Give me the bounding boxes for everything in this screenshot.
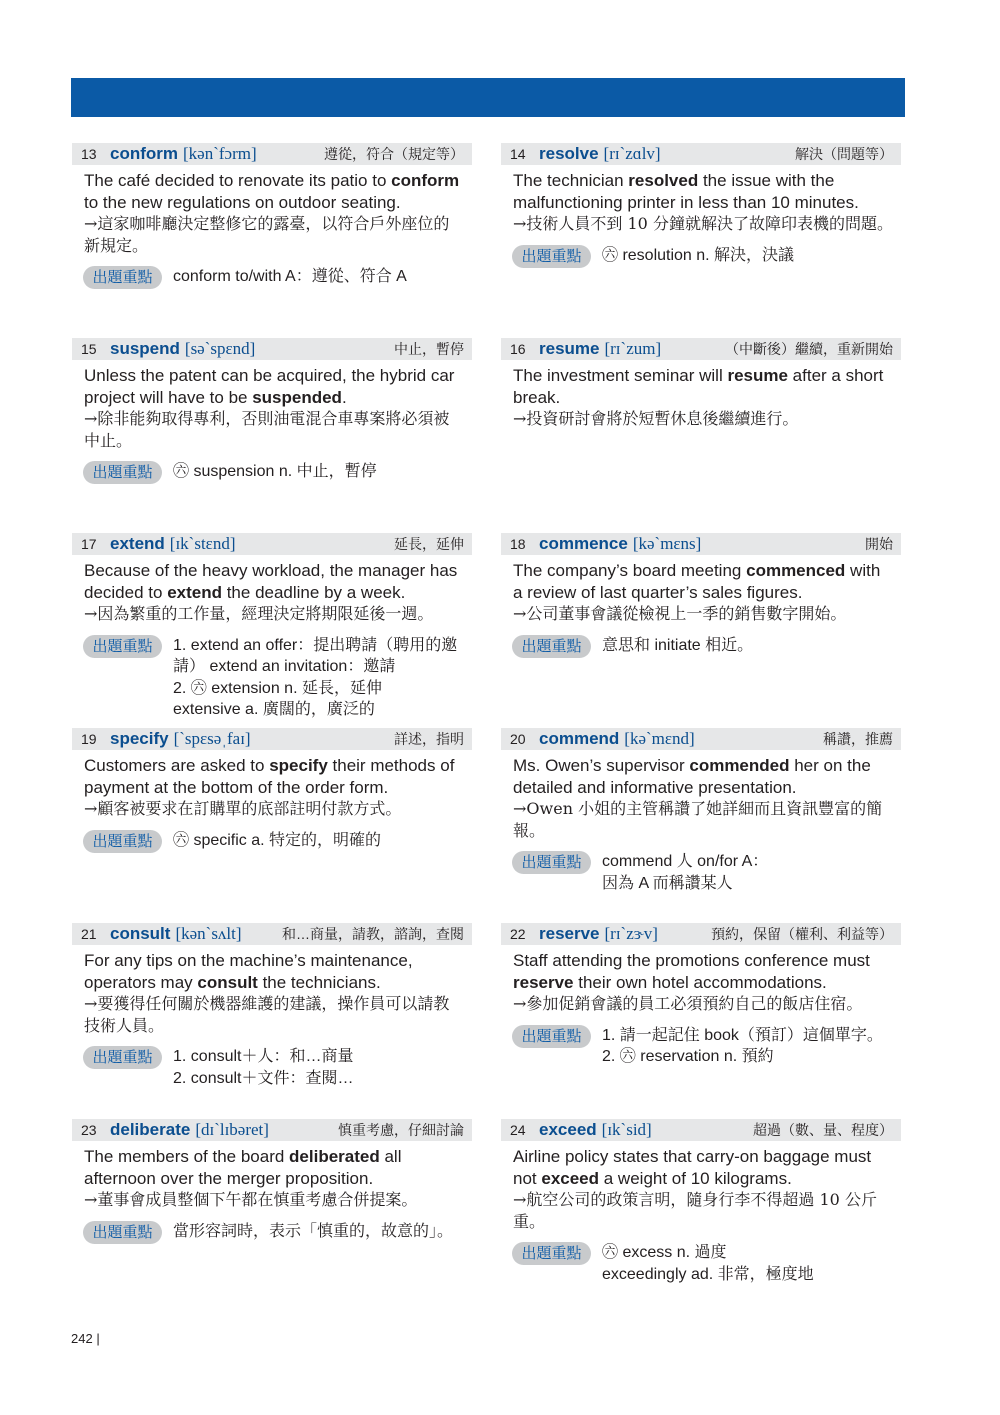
vocab-entry — [501, 338, 901, 430]
sentence-text: her on the detailed and informative presentation. — [513, 756, 871, 797]
vocab-entry — [501, 923, 901, 1068]
headword — [110, 923, 242, 945]
key-point-line: 2. ㊅ extension n. 延長，延伸 — [173, 679, 382, 697]
sentence-text: their own hotel accommodations. — [573, 972, 827, 992]
headword-text: specify — [110, 729, 169, 748]
headword-text: commence — [539, 534, 628, 553]
key-point-text — [602, 635, 901, 657]
pronunciation: [rɪ`zɑlv] — [603, 144, 661, 163]
key-point-line: exceedingly ad. 非常，極度地 — [602, 1265, 814, 1283]
entry-header — [72, 143, 472, 165]
sentence-text: The technician — [513, 171, 629, 190]
key-point-text — [173, 1221, 472, 1243]
sentence-text: the issue with the malfunctioning printer in less than 10 minutes. — [513, 171, 859, 212]
key-point-text — [173, 266, 472, 288]
headword — [539, 923, 658, 945]
pronunciation: [kə`mɛns] — [632, 534, 702, 553]
vocab-entry — [72, 1119, 472, 1245]
vocab-entry — [501, 1119, 901, 1285]
key-point-badge: 出題重點 — [83, 461, 162, 484]
headword — [110, 533, 235, 555]
entry-header — [501, 1119, 901, 1141]
highlighted-word: deliberated — [289, 1147, 380, 1166]
example-sentence — [513, 560, 901, 603]
translation: →技術人員不到 10 分鐘就解決了故障印表機的問題。 — [513, 214, 893, 233]
key-point-badge: 出題重點 — [512, 851, 591, 874]
vocab-entry — [72, 338, 472, 485]
vocab-entry — [72, 923, 472, 1089]
entry-header — [72, 728, 472, 750]
sentence-text: their methods of payment at the bottom of the order form. — [84, 756, 455, 797]
vocab-entry — [501, 533, 901, 659]
translation: →除非能夠取得專利，否則油電混合車專案將必須被 中止。 — [84, 409, 450, 450]
key-point — [72, 830, 472, 854]
entry-header — [72, 338, 472, 360]
entry-header — [72, 533, 472, 555]
key-point-text — [173, 461, 472, 483]
vocab-entry — [72, 728, 472, 854]
vocab-entry — [72, 143, 472, 290]
headword — [539, 143, 661, 165]
key-point — [72, 1046, 472, 1089]
pronunciation: [kə`mɛnd] — [624, 729, 695, 748]
key-point-badge: 出題重點 — [512, 635, 591, 658]
example-sentence — [84, 365, 472, 408]
sentence-text: the deadline by a week. — [221, 582, 406, 602]
key-point-line: 請） extend an invitation：邀請 — [173, 658, 396, 675]
highlighted-word: resume — [727, 366, 788, 385]
key-point-line: ㊅ suspension n. 中止，暫停 — [173, 463, 377, 480]
entry-number: 14 — [510, 146, 526, 162]
pronunciation: [ɪk`stɛnd] — [169, 534, 236, 553]
vocab-entry — [501, 143, 901, 269]
key-point-line: commend 人 on/for A： — [602, 853, 769, 870]
sentence-text: a weight of 10 kilograms. — [599, 1168, 792, 1188]
example-sentence — [84, 755, 472, 798]
headword-text: deliberate — [110, 1120, 191, 1139]
key-point-text — [173, 635, 472, 721]
key-point-line: 當形容詞時，表示「慎重的，故意的」。 — [173, 1222, 454, 1240]
headword — [539, 533, 701, 555]
entry-number: 20 — [510, 731, 526, 747]
entry-number: 23 — [81, 1122, 97, 1138]
example-sentence — [513, 1146, 901, 1189]
key-point — [72, 1221, 472, 1245]
key-point — [72, 266, 472, 290]
pronunciation: [sə`spɛnd] — [184, 339, 256, 358]
key-point-text — [602, 851, 901, 894]
highlighted-word: reserve — [513, 972, 574, 992]
key-point-badge: 出題重點 — [83, 266, 162, 289]
key-point — [501, 1025, 901, 1068]
key-point-line: 2. ㊅ reservation n. 預約 — [602, 1048, 774, 1065]
translation: →參加促銷會議的員工必須預約自己的飯店住宿。 — [513, 994, 863, 1013]
highlighted-word: extend — [167, 582, 222, 602]
chinese-meaning: 開始 — [865, 536, 893, 552]
entry-header — [501, 728, 901, 750]
pronunciation: [rɪ`zɝv] — [604, 924, 658, 943]
pronunciation: [ɪk`sid] — [601, 1120, 652, 1139]
translation: →航空公司的政策言明，隨身行李不得超過 10 公斤 重。 — [513, 1190, 877, 1231]
sentence-text: Staff attending the promotions conference must — [513, 951, 870, 970]
key-point-line: conform to/with A：遵從、符合 A — [173, 268, 407, 285]
key-point — [72, 635, 472, 721]
pronunciation: [kən`sʌlt] — [175, 924, 242, 943]
headword — [110, 338, 255, 360]
key-point-line: 意思和 initiate 相近。 — [602, 636, 754, 654]
sentence-text: Airline policy states that carry-on baggage must not — [513, 1147, 872, 1188]
translation: →因為繁重的工作量，經理決定將期限延後一週。 — [84, 604, 434, 623]
key-point-line: ㊅ excess n. 過度 — [602, 1244, 727, 1261]
example-sentence — [84, 1146, 472, 1189]
headword — [539, 338, 661, 360]
entry-number: 24 — [510, 1122, 526, 1138]
chinese-meaning: （中斷後）繼續，重新開始 — [725, 341, 893, 357]
sentence-text: The company’s board meeting — [513, 561, 747, 580]
highlighted-word: conform — [391, 171, 460, 190]
sentence-text: Unless the patent can be acquired, the hybrid car project will have to be — [84, 366, 455, 407]
sentence-text: after a short break. — [513, 366, 884, 407]
entry-number: 16 — [510, 341, 526, 357]
entry-number: 17 — [81, 536, 97, 552]
key-point-text — [173, 830, 472, 852]
translation: →董事會成員整個下午都在慎重考慮合併提案。 — [84, 1190, 418, 1209]
chinese-meaning: 遵從，符合（規定等） — [324, 146, 464, 162]
entry-number: 18 — [510, 536, 526, 552]
sentence-text: The investment seminar will — [513, 366, 728, 385]
translation: →投資研討會將於短暫休息後繼續進行。 — [513, 409, 799, 428]
pronunciation: [`spɛsəˌfaɪ] — [173, 729, 251, 748]
pronunciation: [rɪ`zum] — [604, 339, 662, 358]
entry-number: 13 — [81, 146, 97, 162]
example-sentence — [84, 170, 472, 213]
headword-text: suspend — [110, 339, 180, 358]
sentence-text: The members of the board — [84, 1147, 290, 1166]
headword-text: exceed — [539, 1120, 597, 1139]
headword-text: conform — [110, 144, 178, 163]
key-point — [72, 461, 472, 485]
pronunciation: [kən`fɔrm] — [183, 144, 257, 163]
vocab-entry — [72, 533, 472, 721]
example-sentence — [513, 170, 901, 213]
headword — [539, 728, 695, 750]
headword-text: reserve — [539, 924, 600, 943]
headword — [539, 1119, 652, 1141]
example-sentence — [84, 560, 472, 603]
entry-header — [72, 923, 472, 945]
vocab-entry — [501, 728, 901, 894]
example-sentence — [84, 950, 472, 993]
translation: →要獲得任何關於機器維護的建議，操作員可以請教 技術人員。 — [84, 994, 450, 1035]
translation: →公司董事會議從檢視上一季的銷售數字開始。 — [513, 604, 847, 623]
entry-header — [72, 1119, 472, 1141]
key-point — [501, 245, 901, 269]
key-point-badge: 出題重點 — [83, 1221, 162, 1244]
entry-header — [501, 533, 901, 555]
highlighted-word: commenced — [746, 561, 846, 580]
chinese-meaning: 預約，保留（權利、利益等） — [711, 926, 893, 942]
page-number: 242 | — [71, 1331, 100, 1346]
sentence-text: . — [341, 387, 347, 407]
example-sentence — [513, 365, 901, 408]
sentence-text: Because of the heavy workload, the manager has decided to — [84, 561, 458, 602]
translation: →顧客被要求在訂購單的底部註明付款方式。 — [84, 799, 402, 818]
entry-number: 19 — [81, 731, 97, 747]
sentence-text: to the new regulations on outdoor seating. — [84, 192, 401, 212]
key-point-line: 1. extend an offer：提出聘請（聘用的邀 — [173, 636, 458, 654]
chinese-meaning: 超過（數、量、程度） — [753, 1122, 893, 1138]
highlighted-word: specify — [269, 756, 328, 775]
translation: →這家咖啡廳決定整修它的露臺，以符合戶外座位的 新規定。 — [84, 214, 450, 255]
example-sentence — [513, 755, 901, 798]
key-point-text — [602, 1242, 901, 1285]
key-point-line: 因為 A 而稱讚某人 — [602, 874, 733, 892]
headword — [110, 143, 257, 165]
key-point-badge: 出題重點 — [512, 1242, 591, 1265]
key-point-line: extensive a. 廣闊的，廣泛的 — [173, 701, 375, 718]
sentence-text: The café decided to renovate its patio to — [84, 171, 392, 190]
entry-header — [501, 143, 901, 165]
sentence-text: all afternoon over the merger proposition. — [84, 1147, 402, 1188]
chinese-meaning: 解決（問題等） — [795, 146, 893, 162]
key-point-badge: 出題重點 — [83, 1046, 162, 1069]
headword — [110, 1119, 269, 1141]
key-point-text — [173, 1046, 472, 1089]
header-banner — [71, 78, 905, 117]
key-point-text — [602, 245, 901, 267]
headword-text: resume — [539, 339, 600, 358]
translation: →Owen 小姐的主管稱讚了她詳細而且資訊豐富的簡 報。 — [513, 799, 883, 840]
key-point — [501, 851, 901, 894]
highlighted-word: resolved — [628, 171, 699, 190]
entry-header — [501, 338, 901, 360]
chinese-meaning: 延長，延伸 — [394, 536, 464, 552]
key-point-line: ㊅ resolution n. 解決，決議 — [602, 246, 795, 264]
pronunciation: [dɪ`lɪbəret] — [195, 1120, 269, 1139]
sentence-text: For any tips on the machine’s maintenance, operators may — [84, 951, 413, 992]
sentence-text: the technicians. — [257, 972, 381, 992]
key-point-line: 1. consult＋人：和…商量 — [173, 1048, 354, 1065]
highlighted-word: consult — [197, 972, 258, 992]
sentence-text: Ms. Owen’s supervisor — [513, 756, 690, 775]
entry-number: 21 — [81, 926, 97, 942]
headword-text: extend — [110, 534, 165, 553]
key-point — [501, 635, 901, 659]
headword — [110, 728, 251, 750]
key-point-badge: 出題重點 — [512, 1025, 591, 1048]
highlighted-word: commended — [689, 756, 790, 775]
highlighted-word: suspended — [252, 387, 342, 407]
chinese-meaning: 詳述，指明 — [394, 731, 464, 747]
key-point-text — [602, 1025, 901, 1068]
entry-number: 22 — [510, 926, 526, 942]
entry-header — [501, 923, 901, 945]
entry-number: 15 — [81, 341, 97, 357]
key-point-badge: 出題重點 — [83, 830, 162, 853]
key-point — [501, 1242, 901, 1285]
headword-text: commend — [539, 729, 620, 748]
key-point-badge: 出題重點 — [83, 635, 162, 658]
chinese-meaning: 和…商量，請教，諮詢，查閱 — [282, 926, 464, 942]
example-sentence — [513, 950, 901, 993]
sentence-text: with a review of last quarter’s sales figures. — [513, 561, 881, 602]
chinese-meaning: 慎重考慮，仔細討論 — [338, 1122, 464, 1138]
chinese-meaning: 稱讚，推薦 — [823, 731, 893, 747]
key-point-line: 2. consult＋文件：查閱… — [173, 1069, 354, 1087]
headword-text: consult — [110, 924, 171, 943]
key-point-line: 1. 請一起記住 book（預訂）這個單字。 — [602, 1026, 883, 1044]
headword-text: resolve — [539, 144, 599, 163]
highlighted-word: exceed — [541, 1168, 600, 1188]
chinese-meaning: 中止，暫停 — [394, 341, 464, 357]
sentence-text: Customers are asked to — [84, 756, 270, 775]
key-point-badge: 出題重點 — [512, 245, 591, 268]
key-point-line: ㊅ specific a. 特定的，明確的 — [173, 831, 382, 849]
